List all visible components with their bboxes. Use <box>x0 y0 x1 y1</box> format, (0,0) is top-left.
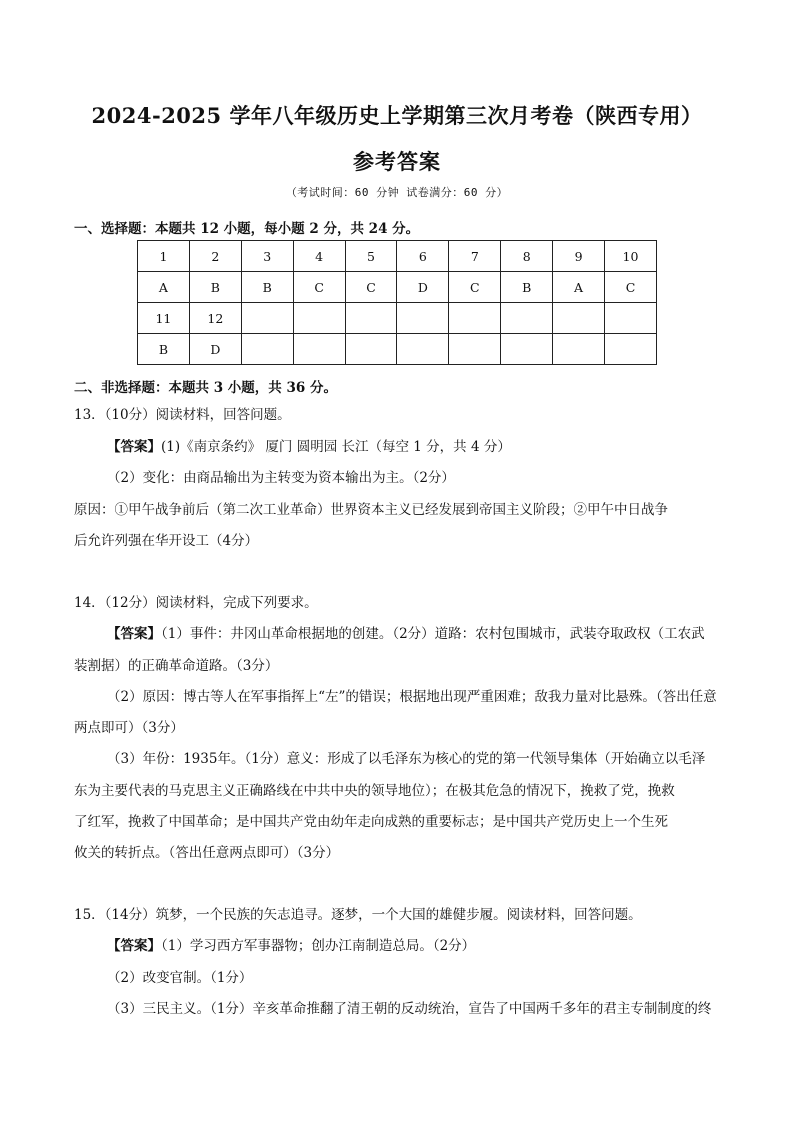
question-15-answer-1 <box>107 940 475 954</box>
answer-table-row <box>138 272 657 303</box>
answer-text: （1）学习西方军事器物；创办江南制造总局。（2分） <box>161 938 476 954</box>
answer-table-cell <box>501 334 553 365</box>
question-14-answer-1-line1 <box>107 628 705 642</box>
question-15-answer-2: （2）改变官制。（1分） <box>107 970 253 986</box>
page-subtitle: 参考答案 <box>353 149 441 174</box>
answer-table-cell: 6 <box>397 241 449 272</box>
answer-table-cell: 8 <box>501 241 553 272</box>
page-title: 2024-2025 学年八年级历史上学期第三次月考卷（陕西专用） <box>91 103 703 128</box>
answer-table-cell <box>501 303 553 334</box>
answer-table-cell: 9 <box>553 241 605 272</box>
section-heading-nonchoice: 二、非选择题：本题共 3 小题，共 36 分。 <box>74 380 337 396</box>
answer-table-cell: 10 <box>605 241 657 272</box>
answer-table-cell: B <box>241 272 293 303</box>
answer-tag: 【答案】 <box>107 938 161 954</box>
answer-table-cell: C <box>605 272 657 303</box>
answer-table-cell <box>345 334 397 365</box>
question-13-answer-1 <box>107 441 511 455</box>
answer-table-cell <box>605 334 657 365</box>
answer-table-cell <box>449 303 501 334</box>
question-14-answer-2-line1: （2）原因：博古等人在军事指挥上“左”的错误；根据地出现严重困难；敌我力量对比悬殊。（答出任意 <box>107 689 717 705</box>
answer-table-cell <box>241 334 293 365</box>
section-heading-choice: 一、选择题：本题共 12 小题，每小题 2 分，共 24 分。 <box>74 221 420 237</box>
answer-table-cell: B <box>189 272 241 303</box>
answer-table-cell: 2 <box>189 241 241 272</box>
answer-table-cell <box>553 303 605 334</box>
answer-table-cell: 7 <box>449 241 501 272</box>
question-14-answer-3-line1: （3）年份：1935年。（1分）意义：形成了以毛泽东为核心的党的第一代领导集体（开始确立以毛泽 <box>107 751 706 767</box>
question-14-answer-3-line2: 东为主要代表的马克思主义正确路线在中共中央的领导地位）；在极其危急的情况下，挽救了党，挽救 <box>74 783 675 799</box>
exam-info: （考试时间：60 分钟 试卷满分：60 分） <box>285 186 509 199</box>
answer-table-cell: B <box>501 272 553 303</box>
answer-table-cell: 1 <box>138 241 190 272</box>
question-14-answer-3-line4: 攸关的转折点。（答出任意两点即可）（3分） <box>74 845 340 861</box>
answer-table-cell: A <box>553 272 605 303</box>
answer-table-cell <box>293 334 345 365</box>
answer-table-cell: B <box>138 334 190 365</box>
question-13-answer-2: （2）变化：由商品输出为主转变为资本输出为主。（2分） <box>107 470 455 486</box>
question-15-answer-3: （3）三民主义。（1分）辛亥革命推翻了清王朝的反动统治，宣告了中国两千多年的君主专制制度的终 <box>107 1001 712 1017</box>
answer-table-row <box>138 303 657 334</box>
answer-table <box>137 240 657 365</box>
answer-table-cell: 12 <box>189 303 241 334</box>
answer-table-cell <box>397 334 449 365</box>
answer-table-cell: 4 <box>293 241 345 272</box>
answer-table-cell: 3 <box>241 241 293 272</box>
answer-tag: 【答案】 <box>107 439 161 455</box>
answer-table-cell: A <box>138 272 190 303</box>
answer-table-row <box>138 334 657 365</box>
answer-table-cell: D <box>189 334 241 365</box>
question-14-answer-3-line3: 了红军，挽救了中国革命；是中国共产党由幼年走向成熟的重要标志；是中国共产党历史上一个生死 <box>74 814 668 830</box>
question-14-answer-2-line2: 两点即可）（3分） <box>74 720 184 736</box>
answer-text: （1）事件：井冈山革命根据地的创建。（2分）道路：农村包围城市，武装夺取政权（工农武 <box>161 626 705 642</box>
answer-tag: 【答案】 <box>107 626 161 642</box>
answer-table-cell <box>553 334 605 365</box>
answer-text: (1)《南京条约》 厦门 圆明园 长江（每空 1 分，共 4 分） <box>161 439 511 455</box>
answer-table-cell: D <box>397 272 449 303</box>
question-13-answer-3-line2: 后允许列强在华开设工（4分） <box>74 533 259 549</box>
question-14-stem: 14．（12分）阅读材料，完成下列要求。 <box>74 595 318 611</box>
answer-table-cell <box>293 303 345 334</box>
answer-table-cell: C <box>293 272 345 303</box>
answer-table-cell: 11 <box>138 303 190 334</box>
answer-table-cell <box>397 303 449 334</box>
question-13-answer-3-line1: 原因：①甲午战争前后（第二次工业革命）世界资本主义已经发展到帝国主义阶段；②甲午中日战争 <box>74 502 668 518</box>
answer-table-row <box>138 241 657 272</box>
question-14-answer-1-line2: 装割据）的正确革命道路。（3分） <box>74 658 279 674</box>
answer-table-cell <box>605 303 657 334</box>
answer-table-cell <box>449 334 501 365</box>
answer-table-cell: C <box>449 272 501 303</box>
answer-table-cell <box>241 303 293 334</box>
question-13-stem: 13．（10分）阅读材料，回答问题。 <box>74 407 291 423</box>
answer-table-cell: C <box>345 272 397 303</box>
question-15-stem: 15．（14分）筑梦，一个民族的矢志追寻。逐梦，一个大国的雄健步履。阅读材料，回答问题。 <box>74 907 642 923</box>
answer-table-cell <box>345 303 397 334</box>
answer-table-cell: 5 <box>345 241 397 272</box>
